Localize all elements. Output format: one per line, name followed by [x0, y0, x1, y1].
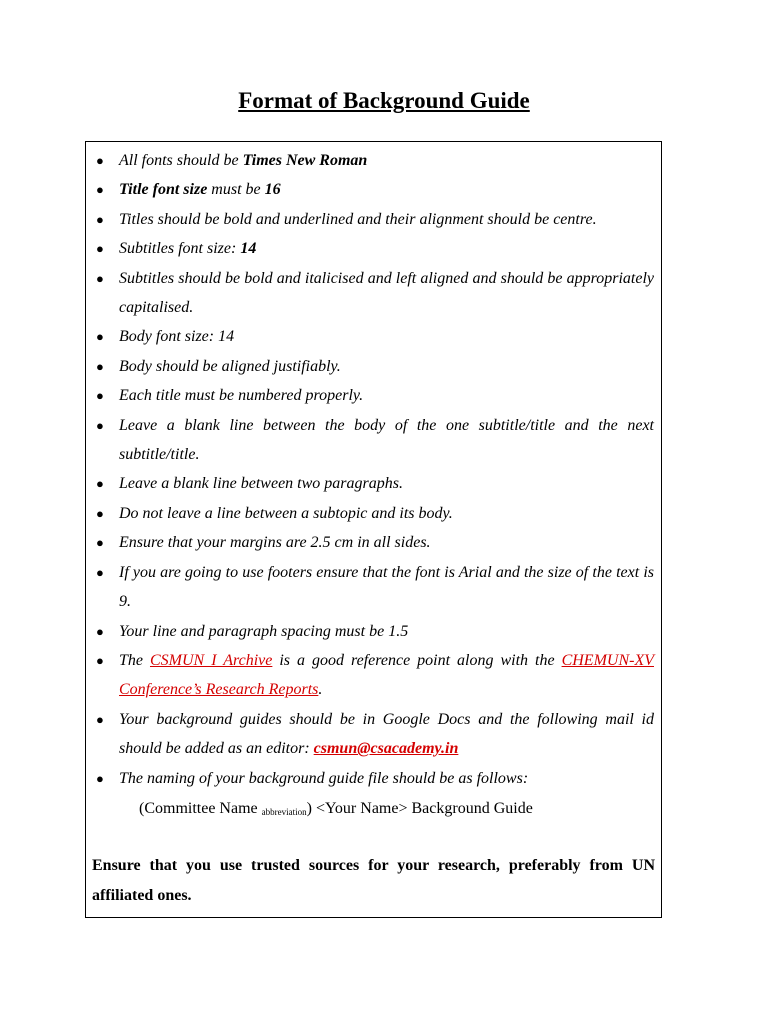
- bullet-icon: ●: [96, 182, 104, 198]
- item-text: Your line and paragraph spacing must be 1.5: [119, 622, 409, 640]
- bullet-icon: ●: [96, 652, 104, 668]
- bullet-icon: ●: [96, 711, 104, 727]
- list-item-reference: [86, 646, 661, 705]
- list-item-fonts: [86, 146, 661, 175]
- list-item-google-docs: [86, 705, 661, 764]
- item-text: All fonts should be: [119, 152, 243, 169]
- item-text: Ensure that your margins are 2.5 cm in all sides.: [119, 534, 431, 552]
- naming-format: [139, 794, 533, 827]
- list-item-spacing: [86, 617, 661, 646]
- format-rest: ) <Your Name> Background Guide: [306, 800, 533, 817]
- format-subscript: abbreviation: [261, 807, 307, 817]
- item-text: The naming of your background guide file should be as follows:: [119, 769, 529, 787]
- bullet-icon: ●: [96, 388, 104, 404]
- item-text: .: [318, 681, 323, 699]
- format-open: (Committee Name: [139, 800, 262, 817]
- list-item-numbered: [86, 381, 661, 410]
- item-value: 14: [240, 240, 257, 258]
- list-item-titles: [86, 205, 661, 234]
- editor-email-link[interactable]: csmun@csacademy.in: [313, 740, 459, 758]
- bullet-icon: ●: [96, 211, 104, 227]
- bullet-icon: ●: [96, 505, 104, 521]
- item-text: Leave a blank line between the body of the one subtitle/title and the next subtitle/title.: [119, 416, 654, 464]
- item-value: 16: [264, 181, 281, 199]
- csmun-archive-link[interactable]: CSMUN I Archive: [149, 651, 273, 669]
- list-item-title-size: [86, 175, 661, 204]
- bullet-icon: ●: [96, 358, 104, 374]
- guidelines-box: [85, 141, 662, 918]
- item-emphasis: Title font size: [119, 181, 208, 199]
- list-item-paragraphs: [86, 469, 661, 498]
- list-item-blank-line: [86, 411, 661, 470]
- research-reports-link[interactable]: CHEMUN-XV Conference’s Research Reports: [119, 651, 654, 699]
- bullet-icon: ●: [96, 623, 104, 639]
- list-item-margins: [86, 528, 661, 557]
- bullet-icon: ●: [96, 770, 104, 786]
- list-item-body-align: [86, 352, 661, 381]
- list-item-subtopic: [86, 499, 661, 528]
- list-item-subtitles: [86, 264, 661, 323]
- item-text: is a good reference point along with the: [272, 651, 562, 669]
- item-text: If you are going to use footers ensure that the font is Arial and the size of the text is 9.: [119, 563, 654, 611]
- closing-note: Ensure that you use trusted sources for your research, preferably from UN affiliated ones.: [92, 857, 655, 904]
- item-text: Your background guides should be in Google Docs and the following mail id should be added as an editor:: [119, 710, 654, 758]
- item-text: Body should be aligned justifiably.: [119, 357, 341, 375]
- item-text: The: [119, 651, 150, 669]
- item-text: Subtitles should be bold and italicised and left aligned and should be appropriately capitalised.: [119, 269, 654, 317]
- bullet-icon: ●: [96, 329, 104, 345]
- page-title: Format of Background Guide: [238, 88, 530, 113]
- bullet-icon: ●: [96, 564, 104, 580]
- item-text: Each title must be numbered properly.: [119, 387, 364, 405]
- guidelines-list: [86, 146, 661, 793]
- item-text: Leave a blank line between two paragraphs.: [119, 475, 403, 493]
- list-item-footers: [86, 558, 661, 617]
- item-text: must be: [207, 181, 265, 199]
- item-text: Body font size: 14: [119, 328, 235, 346]
- item-text: Do not leave a line between a subtopic and its body.: [119, 504, 453, 522]
- list-item-subtitle-size: [86, 234, 661, 263]
- bullet-icon: ●: [96, 270, 104, 286]
- list-item-body-size: [86, 322, 661, 351]
- bullet-icon: ●: [96, 476, 104, 492]
- list-item-naming: [86, 764, 661, 793]
- bullet-icon: ●: [96, 417, 104, 433]
- bullet-icon: ●: [96, 153, 104, 168]
- bullet-icon: ●: [96, 535, 104, 551]
- item-text: Subtitles font size:: [119, 240, 241, 258]
- bullet-icon: ●: [96, 241, 104, 257]
- item-text: Titles should be bold and underlined and their alignment should be centre.: [119, 210, 597, 228]
- item-emphasis: Times New Roman: [242, 152, 368, 169]
